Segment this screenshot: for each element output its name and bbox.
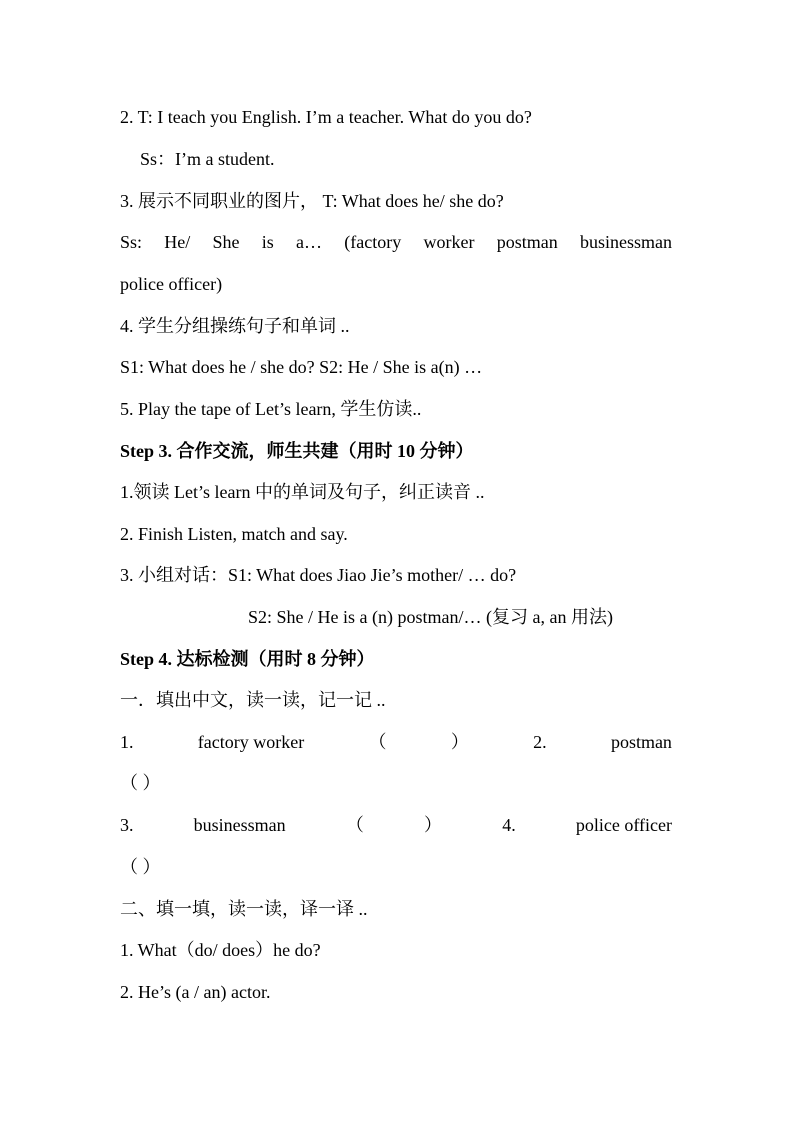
text-line: 一．填出中文，读一读，记一记 .. xyxy=(120,690,386,710)
word: She xyxy=(212,232,240,252)
vocab-word: postman xyxy=(610,732,672,752)
word: businessman xyxy=(580,232,672,252)
blank-open: （ xyxy=(368,732,387,752)
text-line: （ ） xyxy=(120,773,161,793)
text-line xyxy=(120,231,672,253)
text-line: 5. Play the tape of Let’s learn, 学生仿读.. xyxy=(120,399,422,419)
blank-close: ） xyxy=(424,815,443,835)
vocab-word: businessman xyxy=(193,815,286,835)
section-heading: Step 4. 达标检测（用时 8 分钟） xyxy=(120,649,375,669)
text-line: 3. 展示不同职业的图片， T: What does he/ she do? xyxy=(120,191,504,211)
section-heading: Step 3. 合作交流，师生共建（用时 10 分钟） xyxy=(120,441,474,461)
text-line: 2. He’s (a / an) actor. xyxy=(120,982,271,1002)
item-number: 4. xyxy=(502,815,516,835)
word: is xyxy=(261,232,274,252)
text-line: 2. T: I teach you English. I’m a teacher. What do you do? xyxy=(120,107,532,127)
item-number: 3. xyxy=(120,815,134,835)
text-line xyxy=(120,814,672,836)
vocab-word: factory worker xyxy=(197,732,305,752)
text-line: 3. 小组对话：S1: What does Jiao Jie’s mother/ … do? xyxy=(120,565,517,585)
word: Ss: xyxy=(120,232,143,252)
word: a… xyxy=(296,232,323,252)
word: (factory xyxy=(344,232,402,252)
word: He/ xyxy=(164,232,191,252)
text-line: Ss：I’m a student. xyxy=(140,149,275,169)
text-line: 二、填一填，读一读，译一译 .. xyxy=(120,899,368,919)
text-line: 4. 学生分组操练句子和单词 .. xyxy=(120,316,350,336)
text-line: S2: She / He is a (n) postman/… (复习 a, an 用法) xyxy=(248,607,613,627)
text-line: police officer) xyxy=(120,274,223,294)
word: worker xyxy=(423,232,475,252)
item-number: 2. xyxy=(533,732,547,752)
item-number: 1. xyxy=(120,732,134,752)
text-line: S1: What does he / she do? S2: He / She is a(n) … xyxy=(120,357,483,377)
vocab-word: police officer xyxy=(575,815,672,835)
text-line xyxy=(120,731,672,753)
blank-close: ） xyxy=(450,732,469,752)
blank-open: （ xyxy=(345,815,364,835)
word: postman xyxy=(496,232,558,252)
text-line: 1.领读 Let’s learn 中的单词及句子，纠正读音 .. xyxy=(120,482,485,502)
text-line: 2. Finish Listen, match and say. xyxy=(120,524,348,544)
text-line: 1. What（do/ does）he do? xyxy=(120,940,321,960)
text-line: （ ） xyxy=(120,857,161,877)
